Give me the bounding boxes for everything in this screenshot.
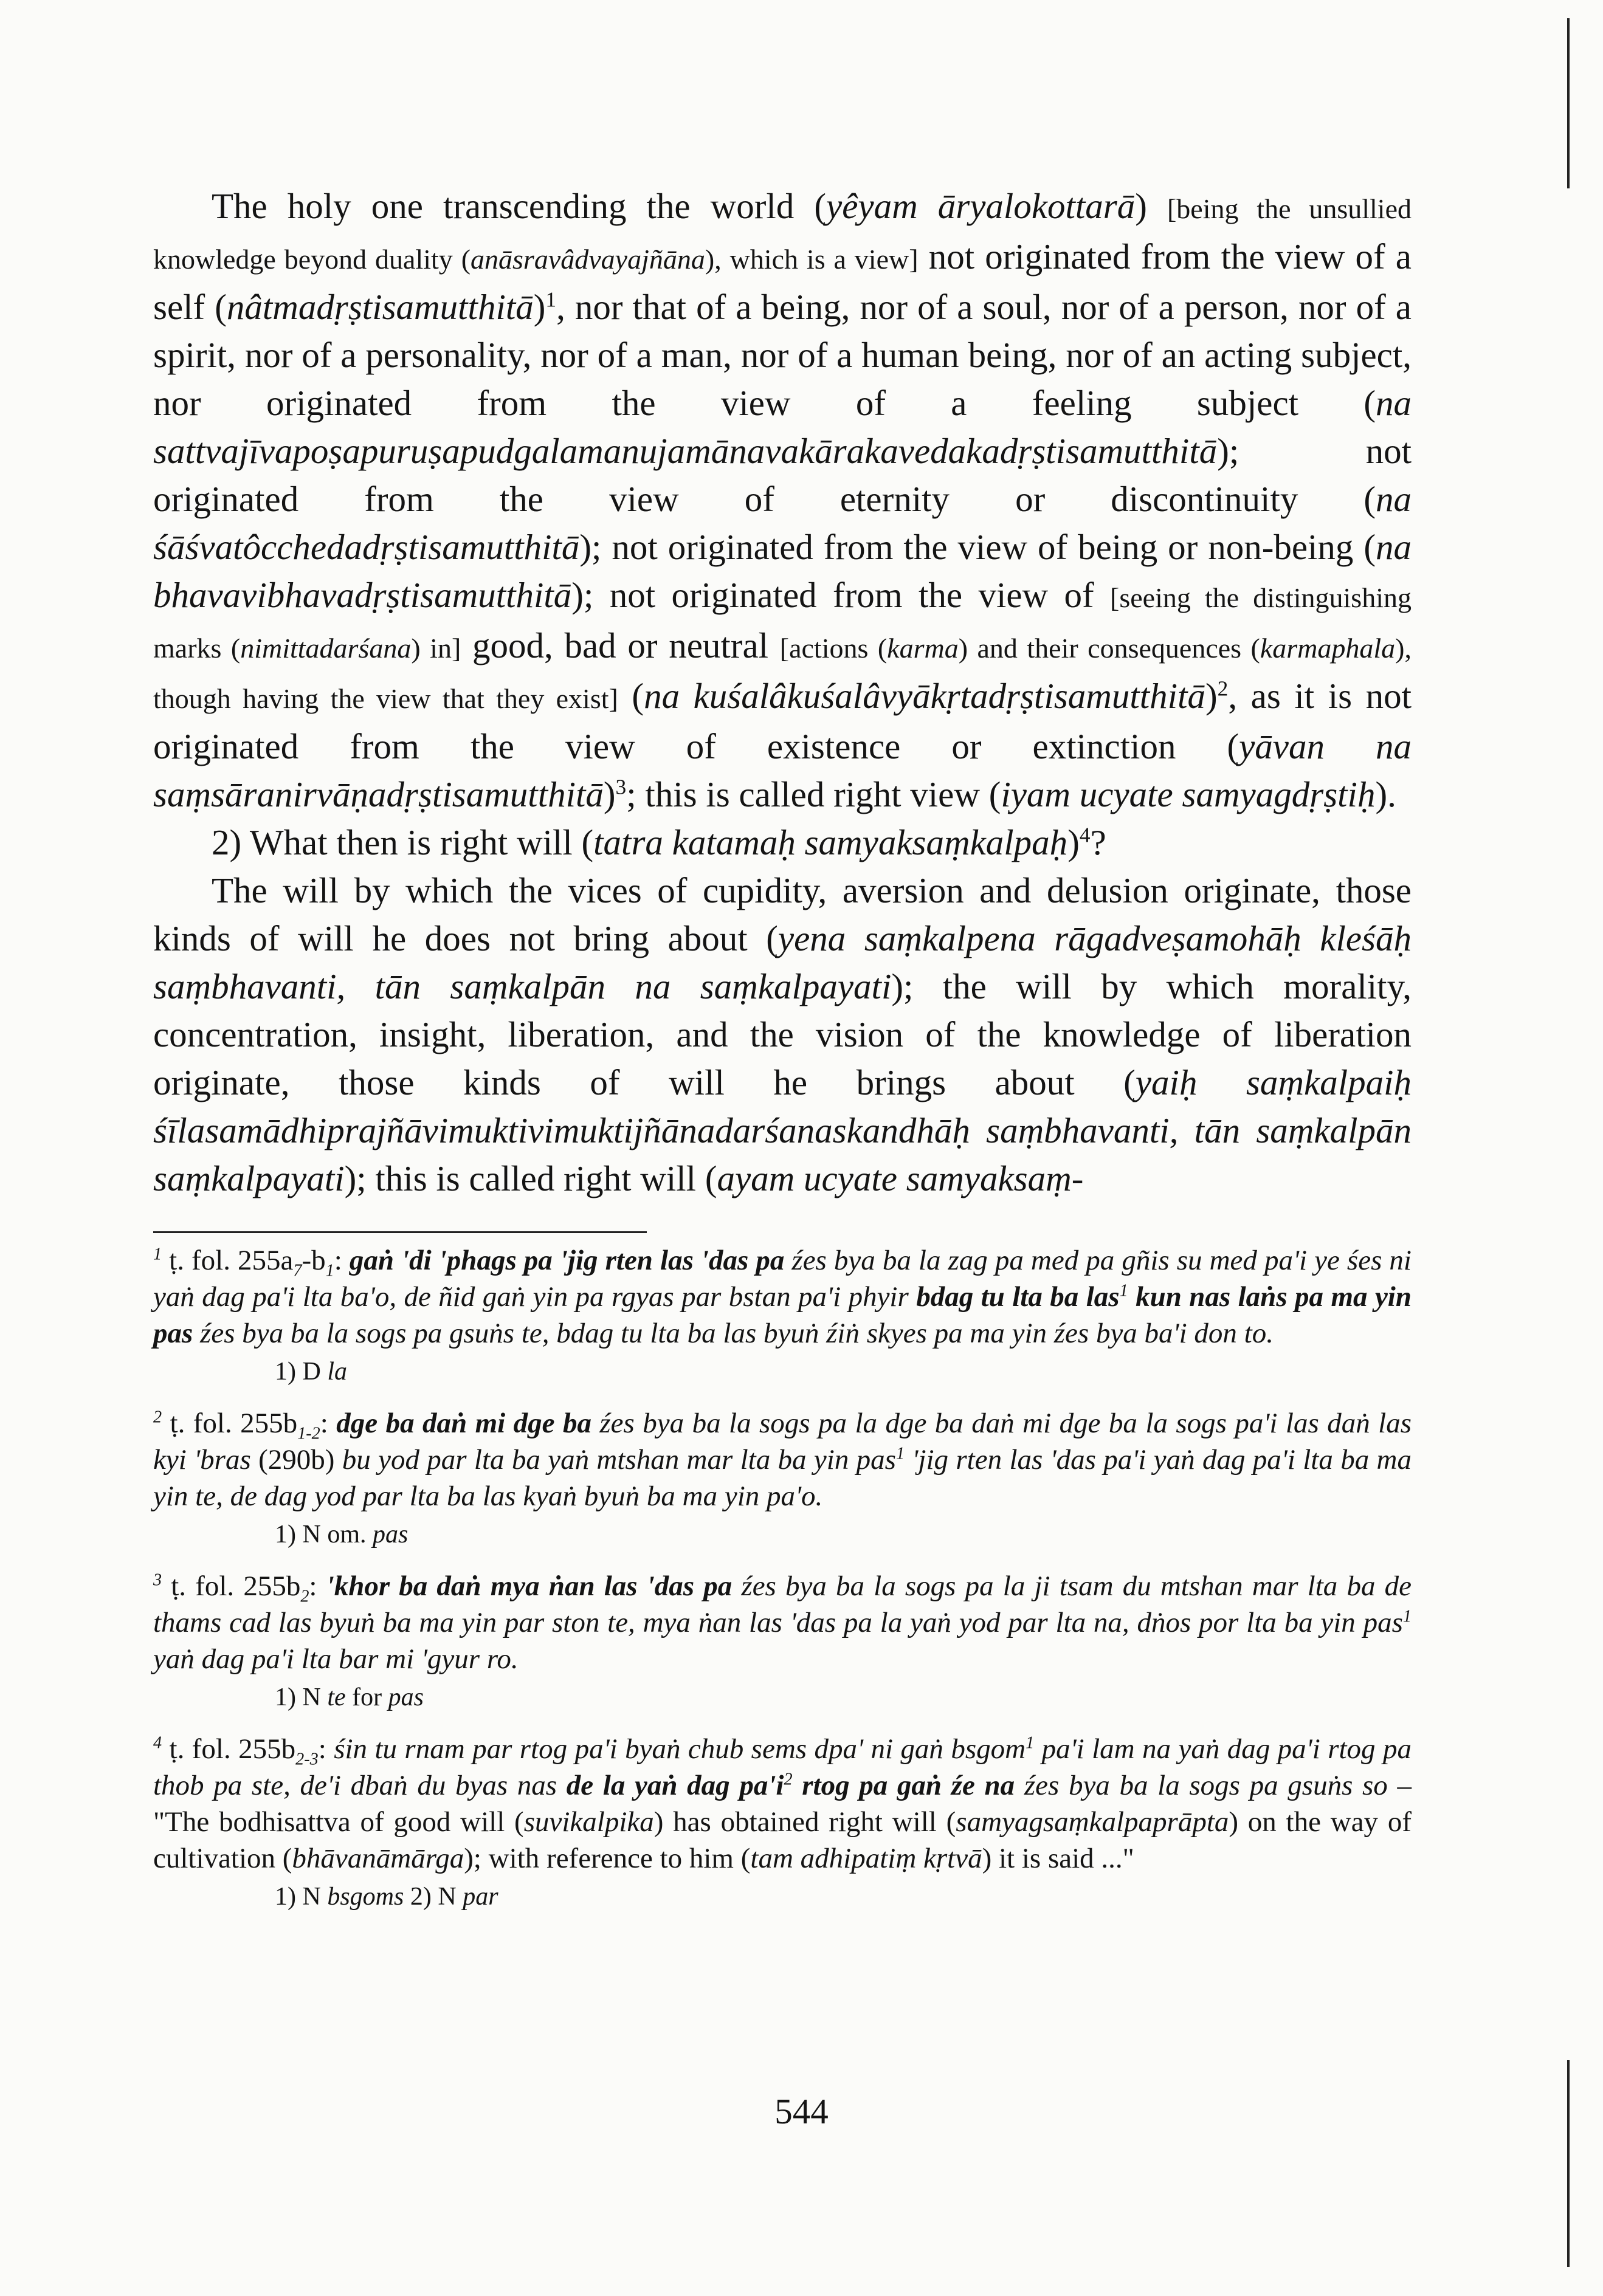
text-run: ), which is a view] <box>705 244 919 275</box>
text-run: ) and their consequences ( <box>958 633 1260 664</box>
text-run: de la yaṅ dag pa'i <box>566 1770 784 1801</box>
text-run: good, bad or neutral <box>461 625 780 665</box>
text-run: nimittadarśana <box>240 633 412 664</box>
footnote-variant <box>275 1355 1412 1388</box>
text-run: na kuśalâkuśalâvyākṛtadṛṣtisamutthitā <box>644 676 1205 716</box>
text-run: , nor that of a being, nor of a soul, nor of a person, nor of a spirit, nor of a personality, nor of a man, nor of a human being, nor of an acting subject, nor originated from the view of a feeling subject ( <box>153 287 1412 423</box>
subscript-ref: 7 <box>293 1261 302 1280</box>
footnote-1 <box>153 1242 1412 1388</box>
variant-run: 1) N <box>275 1883 328 1911</box>
variant-run: pas <box>388 1683 424 1711</box>
text-run: yaiḥ saṃkalpaiḥ śīlasamādhiprajñāvimuktivimuktijñānadarśanaskandhāḥ saṃbhavanti, tān saṃkalpān saṃkalpayati <box>153 1062 1412 1198</box>
text-run: tam adhipatiṃ kṛtvā <box>750 1843 982 1874</box>
text-run: suvikalpika <box>523 1806 654 1838</box>
text-run: ) it is said ..." <box>982 1843 1134 1874</box>
text-run: ) on the way of cultivation ( <box>153 1806 1412 1874</box>
superscript-ref: 1 <box>153 1245 162 1264</box>
text-run: ); not originated from the view of eternity or discontinuity ( <box>153 431 1412 519</box>
variant-run: 1) N om. <box>275 1521 373 1548</box>
text-run: ); not originated from the view of <box>571 575 1111 615</box>
paragraph-right-will-answer <box>153 867 1412 1203</box>
footnote-variant <box>275 1880 1412 1913</box>
superscript-ref: 1 <box>1119 1281 1128 1301</box>
superscript-ref: 2 <box>1217 676 1229 701</box>
text-run: karmaphala <box>1260 633 1396 664</box>
text-run: 'jig rten las 'das pa'i yaṅ dag pa'i lta ba ma yin te, de dag yod par lta ba las kyaṅ byuṅ ba ma yin pa'o. <box>153 1444 1412 1512</box>
text-run: śin tu rnam par rtog pa'i byaṅ chub sems dpa' ni gaṅ bsgom <box>334 1733 1026 1765</box>
superscript-ref: 2 <box>784 1770 793 1789</box>
text-run: źes bya ba la sogs pa la dge ba daṅ mi dge ba la sogs pa'i las daṅ las kyi 'bras <box>153 1408 1412 1476</box>
text-run: kun nas laṅs pa ma yin pas <box>153 1281 1412 1349</box>
superscript-ref: 1 <box>1402 1607 1412 1626</box>
variant-run: par <box>463 1883 498 1911</box>
text-run: ); the will by which morality, concentration, insight, liberation, and the vision of the knowledge of liberation originate, those kinds of will he brings about ( <box>153 966 1412 1102</box>
main-text <box>153 182 1412 1203</box>
text-run: ) <box>1205 676 1218 716</box>
variant-run: for <box>345 1683 388 1711</box>
text-run: ; this is called right view ( <box>626 774 1001 814</box>
subscript-ref: 2 <box>300 1587 309 1606</box>
text-run: ) <box>1135 186 1167 226</box>
text-run: ) <box>1067 822 1080 862</box>
text-run: ); this is called right will ( <box>344 1158 717 1198</box>
footnote-4 <box>153 1731 1412 1913</box>
text-run: , as it is not originated from the view of existence or extinction ( <box>153 676 1412 766</box>
text-run: ) <box>603 774 616 814</box>
footnote-separator <box>153 1231 647 1233</box>
text-run: : <box>320 1408 337 1439</box>
text-run: ); with reference to him ( <box>464 1843 751 1874</box>
text-run: ? <box>1090 822 1106 862</box>
text-run: pa'i lam na yaṅ dag pa'i rtog pa thob pa ste, de'i dbaṅ du byas nas <box>153 1733 1412 1801</box>
text-run: gaṅ 'di 'phags pa 'jig rten las 'das pa <box>349 1245 785 1276</box>
text-run: : <box>318 1733 334 1765</box>
text-run: -b <box>302 1245 326 1276</box>
text-run: ṭ. fol. 255b <box>162 1570 301 1602</box>
text-run: ), though having the view that they exist] <box>153 633 1412 714</box>
text-run: : <box>309 1570 326 1602</box>
text-run: na sattvajīvapoṣapuruṣapudgalamanujamānavakārakavedakadṛṣtisamutthitā <box>153 383 1412 471</box>
superscript-ref: 1 <box>895 1444 905 1463</box>
text-run: yena saṃkalpena rāgadveṣamohāḥ kleśāḥ saṃbhavanti, tān saṃkalpān na saṃkalpayati <box>153 918 1412 1006</box>
text-run: ṭ. fol. 255a <box>162 1245 294 1276</box>
variant-run: 1) D <box>275 1358 328 1386</box>
subscript-ref: 1 <box>325 1261 334 1280</box>
variant-run: 1) N <box>275 1683 328 1711</box>
text-run: "The bodhisattva of good will ( <box>153 1806 524 1838</box>
footnote-variant <box>275 1518 1412 1551</box>
text-run: ( <box>618 676 644 716</box>
text-run: ) <box>533 287 546 327</box>
superscript-ref: 3 <box>615 774 627 799</box>
text-run: yāvan na saṃsāranirvāṇadṛṣtisamutthitā <box>153 726 1412 814</box>
text-run: yêyam āryalokottarā <box>826 186 1136 226</box>
text-run: ); not originated from the view of being or non-being ( <box>579 527 1376 567</box>
variant-run: te <box>327 1683 346 1711</box>
text-run: nâtmadṛṣtisamutthitā <box>226 287 534 327</box>
text-run: ṭ. fol. 255b <box>162 1408 298 1439</box>
paragraph-right-view <box>153 182 1412 819</box>
subscript-ref: 1-2 <box>297 1424 320 1443</box>
text-run: The will by which the vices of cupidity, aversion and delusion originate, those kinds of will he does not bring about ( <box>153 870 1412 958</box>
text-run: na bhavavibhavadṛṣtisamutthitā <box>153 527 1412 615</box>
text-run: ) in] <box>411 633 461 664</box>
page-number: 544 <box>774 2091 829 2131</box>
footnote-text <box>153 1405 1412 1514</box>
text-run: samyagsaṃkalpaprāpta <box>956 1806 1229 1838</box>
text-run: 2) What then is right will ( <box>212 822 594 862</box>
text-run: źes bya ba la sogs pa gsuṅs te, bdag tu lta ba las byuṅ źiṅ skyes pa ma yin źes bya ba'i don to. <box>193 1318 1274 1349</box>
text-run: [seeing the distinguishing marks ( <box>153 582 1412 664</box>
text-run: bhāvanāmārga <box>292 1843 464 1874</box>
text-run: (290b) <box>258 1444 335 1476</box>
scan-edge-top <box>1567 18 1570 188</box>
text-run: źes bya ba la zag pa med pa gñis su med pa'i ye śes ni yaṅ dag pa'i lta ba'o, de ñid gaṅ yin pa rgyas par bstan pa'i phyir <box>153 1245 1412 1313</box>
text-run: [being the unsullied knowledge beyond duality ( <box>153 193 1412 275</box>
text-run: [actions ( <box>779 633 888 664</box>
superscript-ref: 3 <box>153 1570 162 1590</box>
variant-run: bsgoms <box>327 1883 404 1911</box>
superscript-ref: 1 <box>545 287 557 312</box>
text-run: : <box>334 1245 350 1276</box>
footnote-variant <box>275 1681 1412 1714</box>
variant-run: 2) N <box>404 1883 463 1911</box>
text-run: źes bya ba la sogs pa gsuṅs so – <box>1015 1770 1412 1801</box>
text-run: not originated from the view of a self ( <box>153 236 1412 327</box>
text-run: źes bya ba la sogs pa la ji tsam du mtshan mar lta ba de thams cad las byuṅ ba ma yin par ston te, mya ṅan las 'das pa la yaṅ yod par lta na, dṅos por lta ba yin pas <box>153 1570 1412 1638</box>
superscript-ref: 4 <box>1079 822 1091 847</box>
text-run: ) has obtained right will ( <box>653 1806 956 1838</box>
superscript-ref: 1 <box>1026 1733 1035 1753</box>
footnotes <box>153 1242 1412 1930</box>
subscript-ref: 2-3 <box>295 1750 319 1769</box>
superscript-ref: 2 <box>153 1408 162 1427</box>
text-run: 'khor ba daṅ mya ṅan las 'das pa <box>326 1570 733 1602</box>
footnote-text <box>153 1568 1412 1677</box>
text-run: dge ba daṅ mi dge ba <box>336 1408 591 1439</box>
text-run: ayam ucyate samyaksaṃ- <box>717 1158 1084 1198</box>
text-run: tatra katamaḥ samyaksaṃkalpaḥ <box>593 822 1068 862</box>
variant-run: la <box>327 1358 347 1386</box>
text-run: bu yod par lta ba yaṅ mtshan mar lta ba yin pas <box>334 1444 896 1476</box>
text-run: ṭ. fol. 255b <box>162 1733 296 1765</box>
footnote-3 <box>153 1568 1412 1714</box>
text-run: karma <box>887 633 959 664</box>
text-run: yaṅ dag pa'i lta bar mi 'gyur ro. <box>153 1643 519 1675</box>
text-run: The holy one transcending the world ( <box>212 186 827 226</box>
footnote-2 <box>153 1405 1412 1551</box>
text-run: rtog pa gaṅ źe na <box>792 1770 1015 1801</box>
text-run: ). <box>1375 774 1396 814</box>
text-run: anāsravâdvayajñāna <box>471 244 705 275</box>
text-run: na śāśvatôcchedadṛṣtisamutthitā <box>153 479 1412 567</box>
text-run: iyam ucyate samyagdṛṣtiḥ <box>1001 774 1376 814</box>
footnote-text <box>153 1731 1412 1877</box>
paragraph-right-will-question <box>153 819 1412 867</box>
variant-run: pas <box>373 1521 409 1548</box>
superscript-ref: 4 <box>153 1733 162 1753</box>
footnote-text <box>153 1242 1412 1352</box>
text-run: bdag tu lta ba las <box>916 1281 1120 1313</box>
